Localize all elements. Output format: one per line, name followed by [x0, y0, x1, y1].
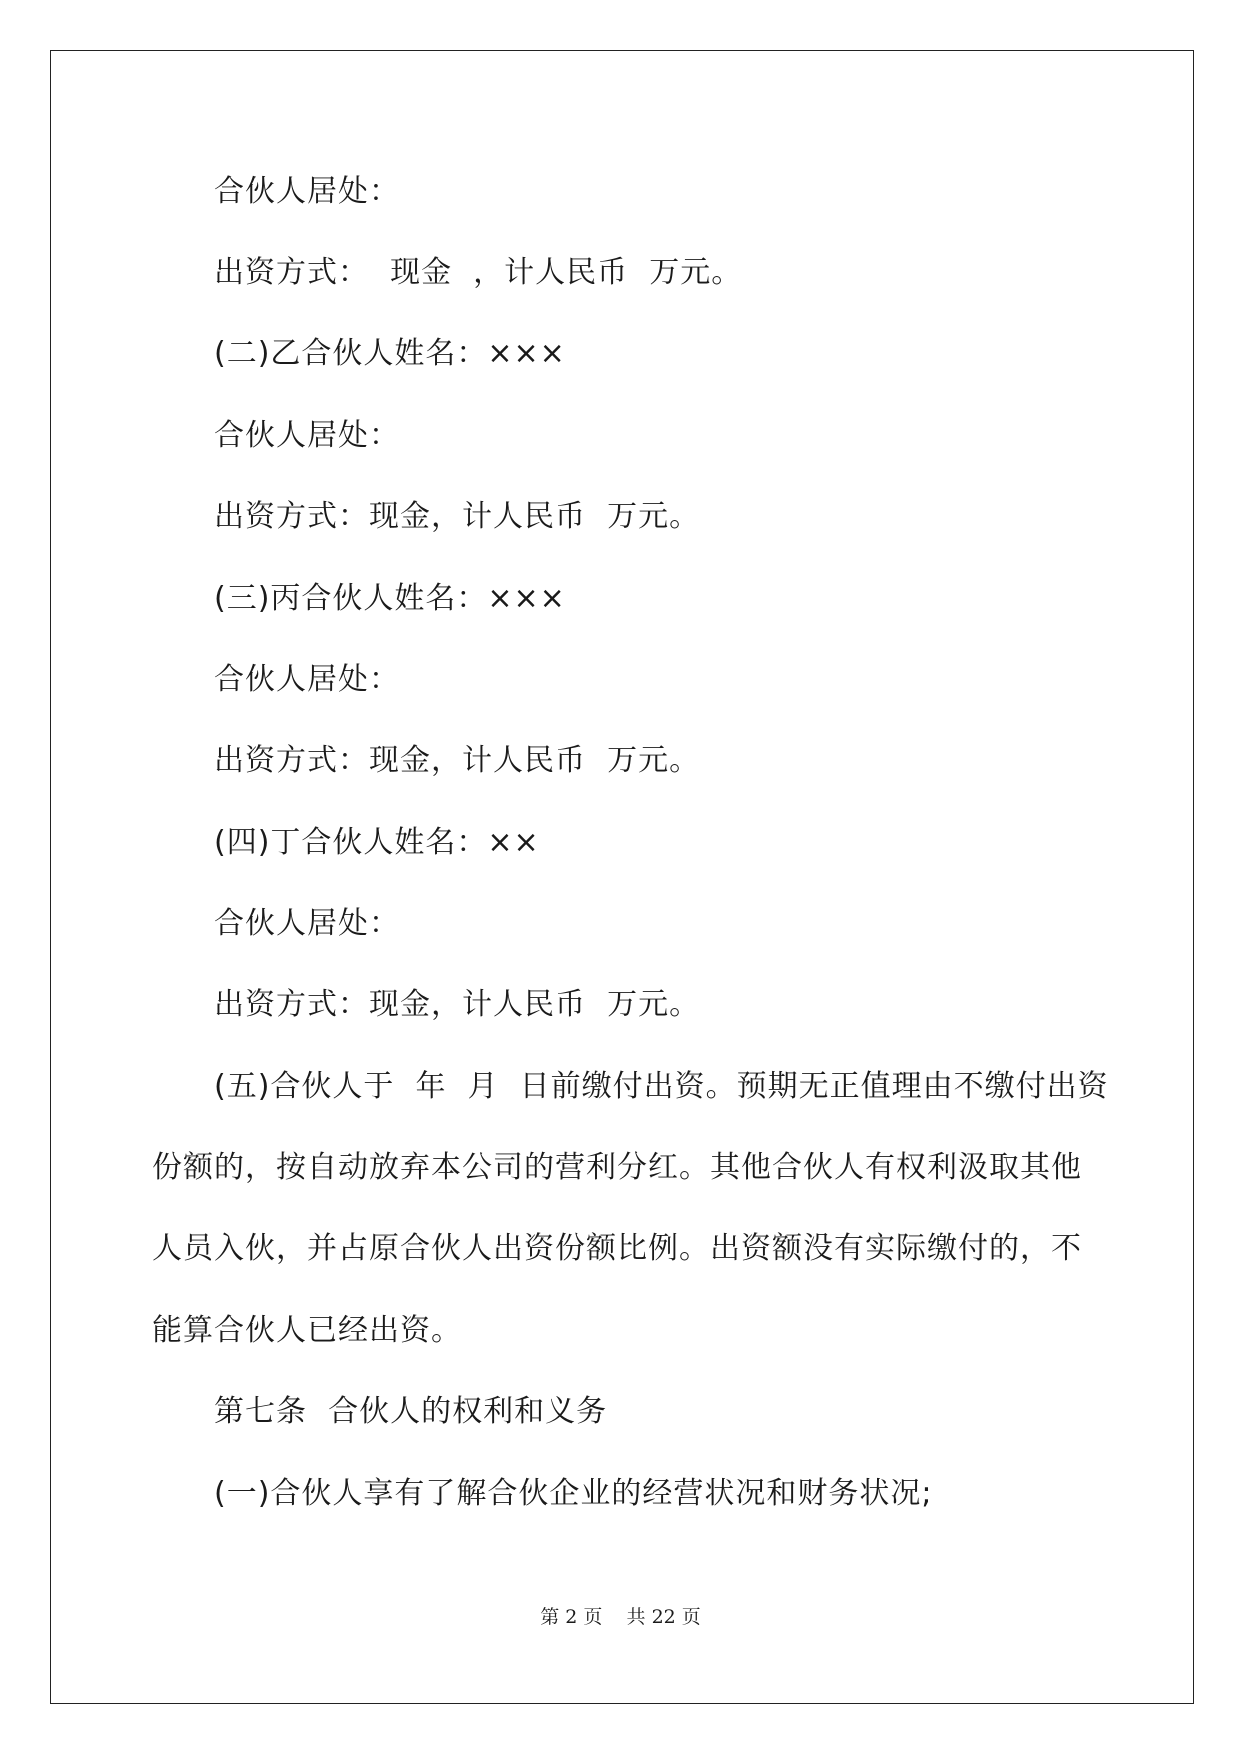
text-line: 合伙人居处： — [214, 174, 400, 209]
text-line: 合伙人居处： — [214, 662, 400, 697]
text-line: (四)丁合伙人姓名：×× — [214, 825, 540, 860]
text-line: 人员入伙，并占原合伙人出资份额比例。出资额没有实际缴付的，不 — [152, 1231, 1082, 1266]
page-number-footer: 第 2 页 共 22 页 — [540, 1606, 701, 1628]
text-line: (一)合伙人享有了解合伙企业的经营状况和财务状况; — [214, 1476, 933, 1511]
text-line: (三)丙合伙人姓名：××× — [214, 581, 566, 616]
text-line: 出资方式：现金，计人民币 万元。 — [214, 987, 701, 1022]
section-heading: 第七条 合伙人的权利和义务 — [214, 1394, 608, 1429]
text-line: 合伙人居处： — [214, 906, 400, 941]
text-line: 份额的，按自动放弃本公司的营利分红。其他合伙人有权利汲取其他 — [152, 1150, 1082, 1185]
text-line: (五)合伙人于 年 月 日前缴付出资。预期无正值理由不缴付出资 — [214, 1069, 1109, 1104]
text-line: (二)乙合伙人姓名：××× — [214, 336, 566, 371]
text-line: 出资方式：现金，计人民币 万元。 — [214, 499, 701, 534]
text-line: 出资方式：现金，计人民币 万元。 — [214, 743, 701, 778]
page-border — [50, 50, 1194, 1704]
text-line: 合伙人居处： — [214, 418, 400, 453]
text-line: 出资方式： 现金 ，计人民币 万元。 — [214, 255, 743, 290]
text-line: 能算合伙人已经出资。 — [152, 1313, 462, 1348]
